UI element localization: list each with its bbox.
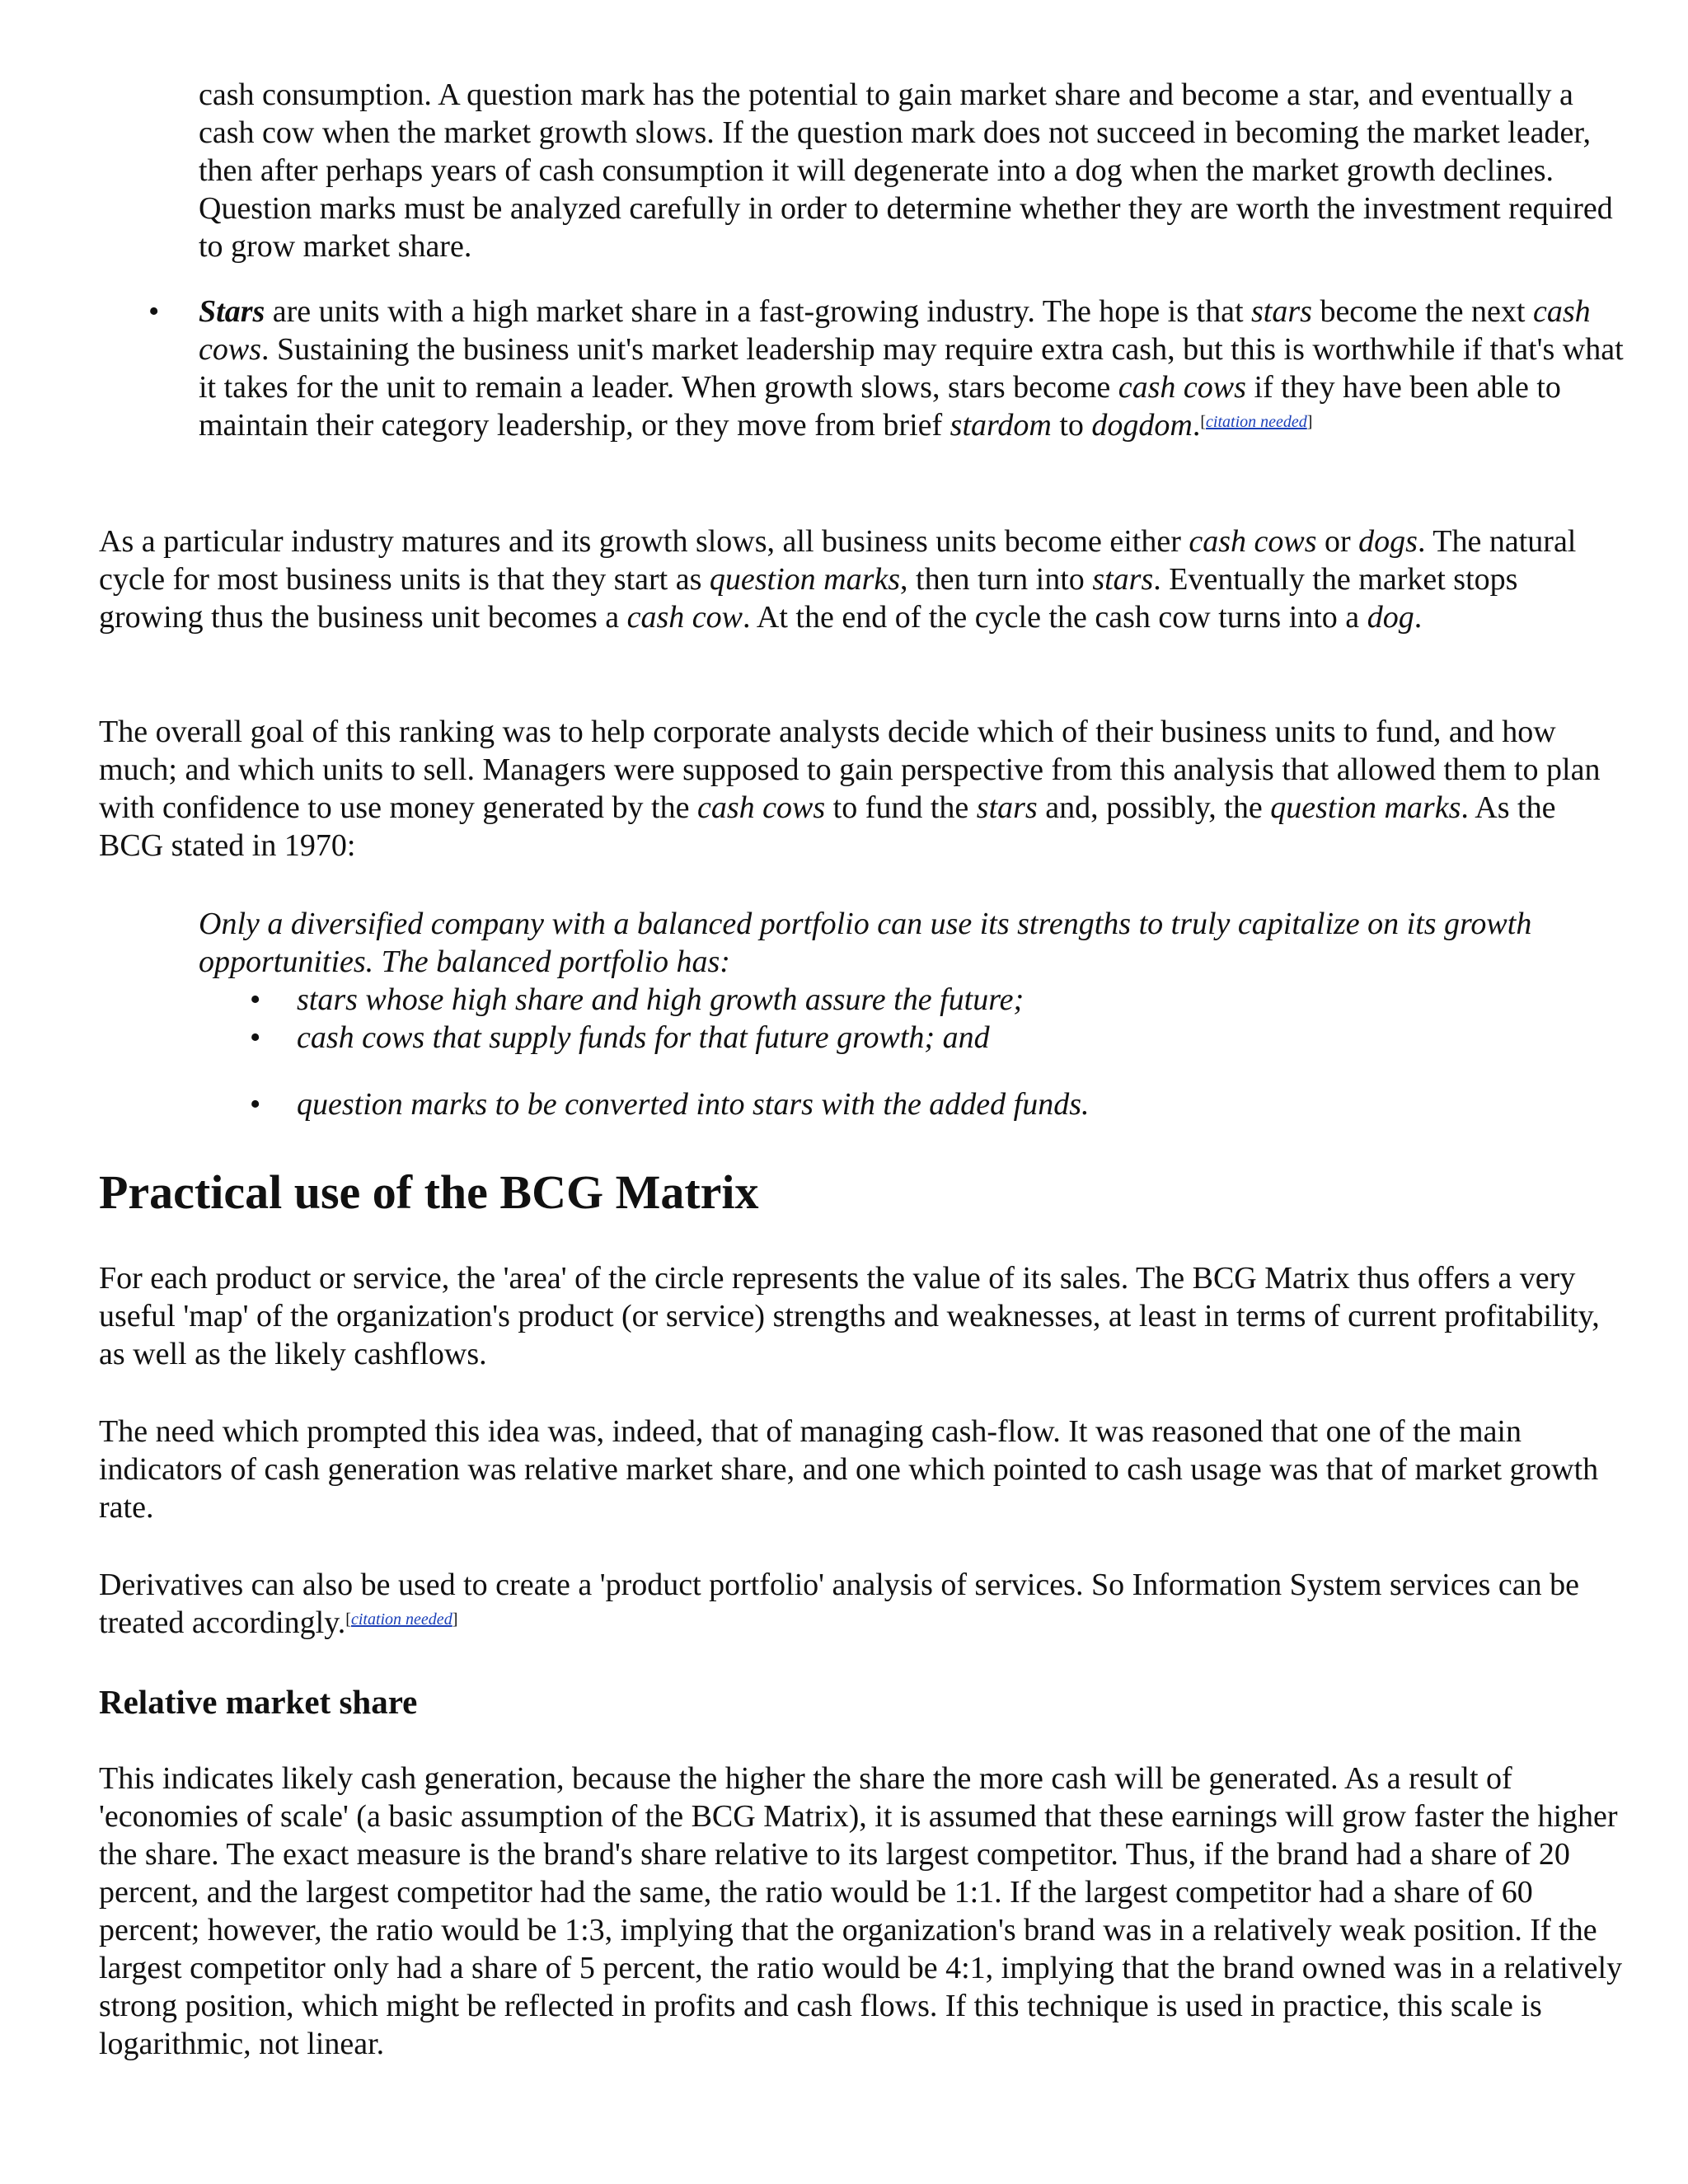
mature-text-7: . [1414, 600, 1423, 635]
stars-text-2: become the next [1311, 294, 1533, 329]
mature-text-1: As a particular industry matures and its growth slows, all business units become either [99, 524, 1189, 559]
bcg-quote-intro: Only a diversified company with a balanced portfolio can use its strengths to truly capitalize on its growth opportunities. The balanced portfolio has: [199, 907, 1532, 979]
stars-text-3: . Sustaining the business unit's market leadership may require extra cash, but this is worthwhile if that's what it takes for the unit to remain a leader. When growth slows, stars become [199, 332, 1624, 405]
citation-needed-1 [1200, 413, 1312, 431]
mature-text-5: . Eventually the market stops growing thus the business unit becomes a [99, 562, 1518, 635]
citation-needed-link-1[interactable]: citation needed [1206, 413, 1307, 431]
goal-text-4: . As the BCG stated in 1970: [99, 790, 1556, 863]
stars-em-4: stardom [950, 408, 1052, 443]
derivatives-paragraph [99, 1566, 1624, 1642]
mature-em-5: cash cow [626, 600, 743, 635]
goal-text-1: The overall goal of this ranking was to help corporate analysts decide which of their business units to fund, and how much; and which units to sell. Managers were supposed to gain perspective from this analysis that allowed them to plan with confidence to use money generated by the [99, 715, 1601, 825]
mature-em-1: cash cows [1189, 524, 1317, 559]
subheading-relative-market-share: Relative market share [99, 1683, 418, 1721]
citation-needed-link-2[interactable]: citation needed [350, 1610, 452, 1629]
stars-em-5: dogdom [1091, 408, 1193, 443]
quote-bullet-marker-3: • [250, 1087, 261, 1122]
goal-em-1: cash cows [696, 790, 826, 825]
cite-close-2: ] [452, 1610, 458, 1629]
area-paragraph: For each product or service, the 'area' of the circle represents the value of its sales. The BCG Matrix thus offers a very useful 'map' of the organization's product (or service) strengths and weaknesses, at least in terms of current profitability, as well as the likely cashflows. [99, 1261, 1600, 1371]
stars-term: Stars [199, 294, 265, 329]
stars-bullet-text [199, 293, 1625, 444]
stars-text-4: if they have been able to maintain their category leadership, or they move from brief [199, 370, 1561, 443]
goal-text-3: and, possibly, the [1037, 790, 1271, 825]
relative-market-share-paragraph: This indicates likely cash generation, because the higher the share the more cash will be generated. As a result of 'economies of scale' (a basic assumption of the BCG Matrix), it is assumed that these earnings will grow faster the higher the share. The exact measure is the brand's share relative to its largest competitor. Thus, if the brand had a share of 20 percent, and the largest competitor had the same, the ratio would be 1:1. If the largest competitor had a share of 60 percent; however, the ratio would be 1:3, implying that the organization's brand was in a relatively weak position. If the largest competitor only had a share of 5 percent, the ratio would be 4:1, implying that the brand owned was in a relatively strong position, which might be reflected in profits and cash flows. If this technique is used in practice, this scale is logarithmic, not linear. [99, 1761, 1623, 2061]
derivatives-text: Derivatives can also be used to create a 'product portfolio' analysis of services. So Information System services can be treated accordingly. [99, 1568, 1579, 1640]
quote-item-cash-cows: cash cows that supply funds for that future growth; and [297, 1020, 990, 1055]
mature-em-3: question marks [709, 562, 901, 597]
quote-item-stars: stars whose high share and high growth assure the future; [297, 982, 1025, 1017]
mature-em-2: dogs [1358, 524, 1418, 559]
cash-flow-need-paragraph: The need which prompted this idea was, indeed, that of managing cash-flow. It was reasoned that one of the main indicators of cash generation was relative market share, and one which pointed to cash usage was that of market growth rate. [99, 1414, 1599, 1525]
quote-item-question-marks: question marks to be converted into stars with the added funds. [297, 1087, 1090, 1122]
stars-em-3: cash cows [1118, 370, 1246, 405]
stars-em-2: cash cows [199, 294, 1591, 367]
industry-matures-paragraph [99, 523, 1624, 636]
overall-goal-paragraph [99, 713, 1624, 865]
mature-em-4: stars [1092, 562, 1154, 597]
question-marks-continuation: cash consumption. A question mark has the potential to gain market share and become a star, and eventually a cash cow when the market growth slows. If the question mark does not succeed in becoming the market leader, then after perhaps years of cash consumption it will degenerate into a dog when the market growth declines. Question marks must be analyzed carefully in order to determine whether they are worth the investment required to grow market share. [199, 77, 1613, 264]
quote-bullet-marker-1: • [250, 982, 261, 1017]
stars-text-6: . [1192, 408, 1201, 443]
stars-em-1: stars [1251, 294, 1312, 329]
goal-text-2: to fund the [825, 790, 977, 825]
cite-close-1: ] [1306, 413, 1313, 431]
quote-bullet-marker-2: • [250, 1020, 261, 1055]
cite-open-2: [ [345, 1610, 351, 1629]
stars-bullet-marker: • [148, 294, 160, 329]
mature-text-4: , then turn into [900, 562, 1093, 597]
mature-em-6: dog [1367, 600, 1414, 635]
section-heading-practical-use: Practical use of the BCG Matrix [99, 1165, 759, 1219]
mature-text-2: or [1316, 524, 1359, 559]
citation-needed-2 [345, 1610, 457, 1629]
goal-em-2: stars [976, 790, 1038, 825]
cite-open-1: [ [1200, 413, 1207, 431]
stars-text-1: are units with a high market share in a fast-growing industry. The hope is that [265, 294, 1252, 329]
stars-text-5: to [1051, 408, 1092, 443]
goal-em-3: question marks [1270, 790, 1461, 825]
mature-text-6: . At the end of the cycle the cash cow turns into a [743, 600, 1367, 635]
mature-text-3: . The natural cycle for most business units is that they start as [99, 524, 1577, 597]
